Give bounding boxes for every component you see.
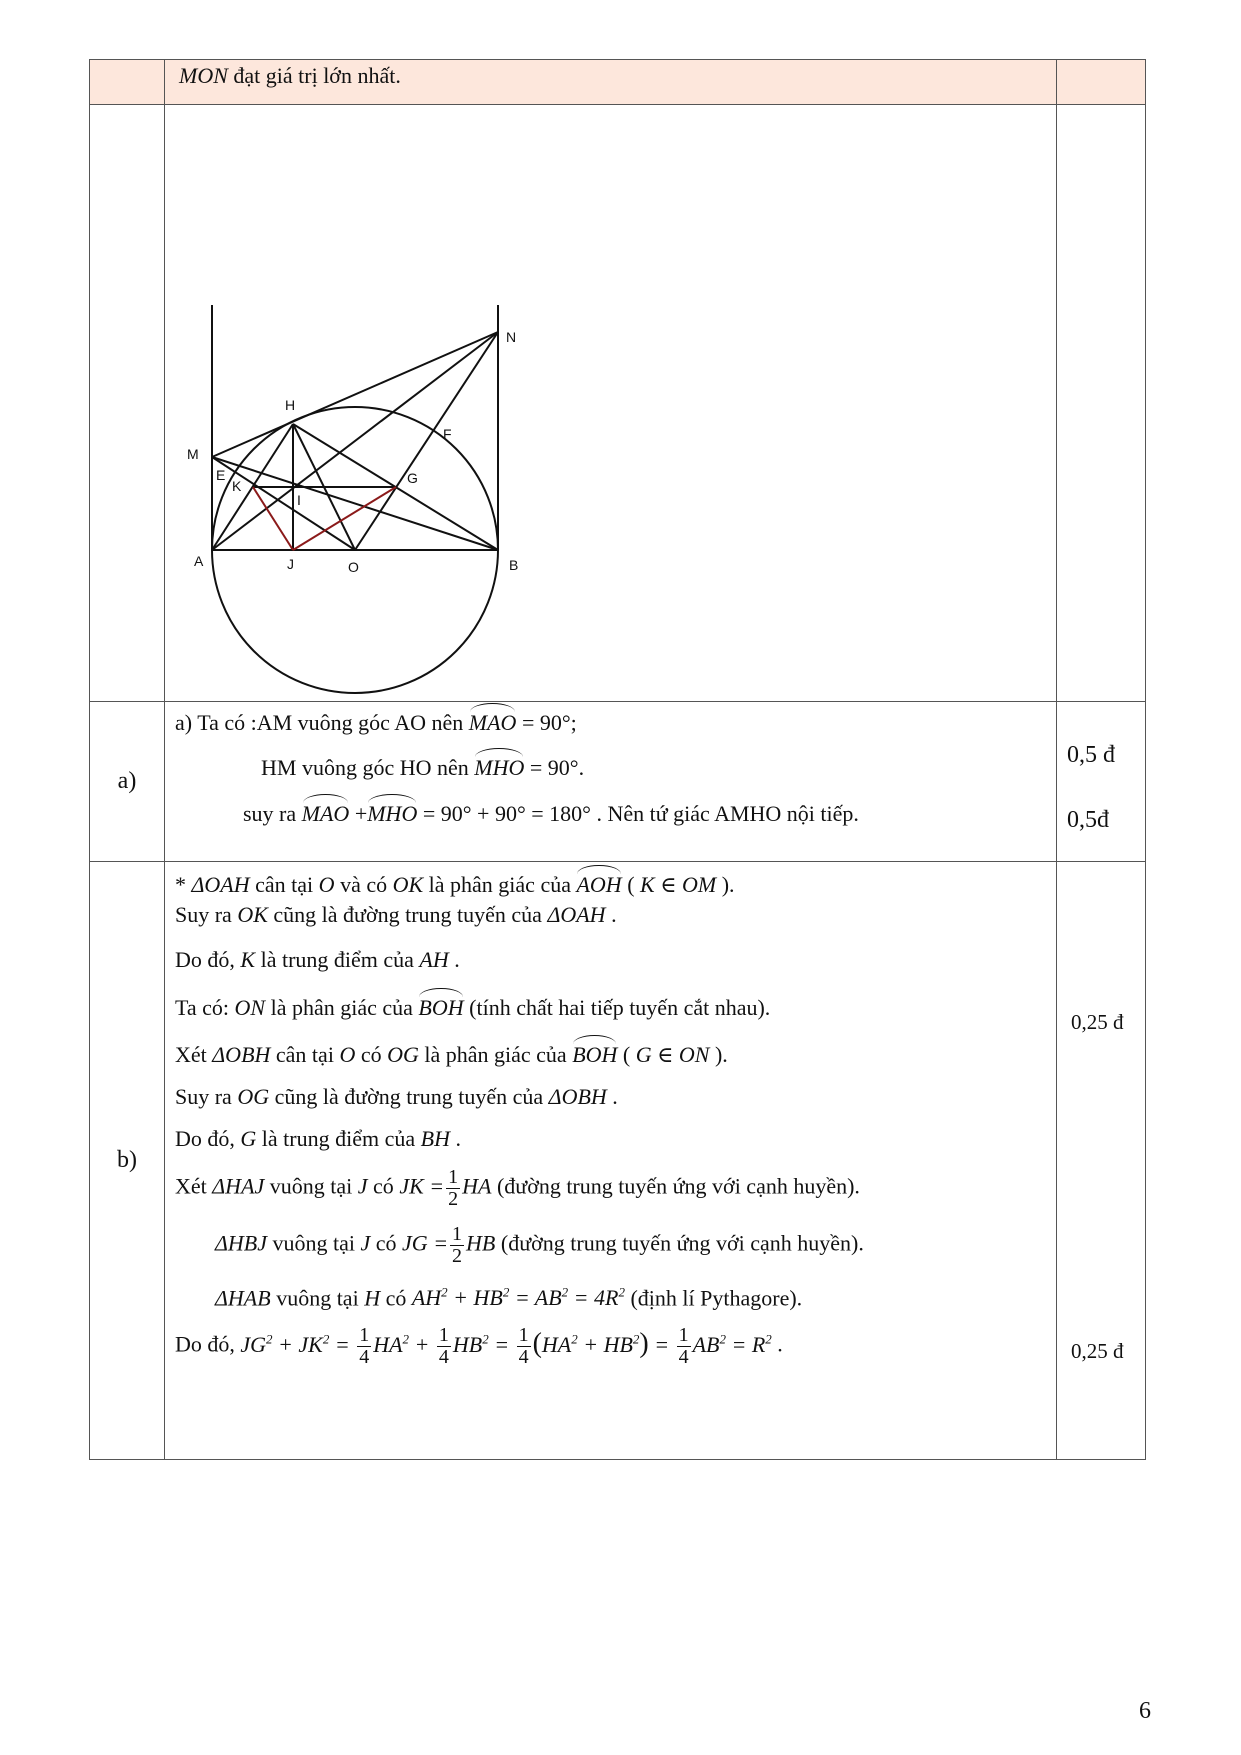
- header-mon: MON: [179, 63, 228, 88]
- label-h: H: [285, 397, 296, 413]
- part-b-line-11: Do đó, $JG^2 + JK^2$ = $\frac{1}{4}$ $HA^2$ + $\frac{1}{4}$ $HB^2$ = $\frac{1}{4}$ $(HA^2 + HB^2)$ = $\frac{1}{4}$ $AB^2 = R^2$ .: [175, 1324, 783, 1369]
- part-b-label-cell: [90, 862, 165, 1460]
- segment-an: [212, 332, 498, 550]
- part-a-label-cell: [90, 702, 165, 862]
- label-i: I: [297, 492, 301, 508]
- part-a-score-1: 0,5 đ: [1067, 742, 1115, 768]
- label-n: N: [506, 329, 517, 345]
- header-cell-left: [90, 60, 165, 105]
- angle-mho-2: MHO: [367, 797, 417, 827]
- segment-on: [355, 332, 498, 550]
- part-b-line-4: Ta có: ON là phân giác của BOH (tính chất hai tiếp tuyến cắt nhau).: [165, 973, 1056, 1021]
- pythagoras-formula: $AH^2 + HB^2 = AB^2 = 4R^2$: [411, 1284, 625, 1311]
- header-row: [90, 60, 1146, 105]
- part-a-line-2: HM vuông góc HO nên MHO = 90°.: [165, 736, 1056, 781]
- part-b-line-10: ΔHAB vuông tại H có $AH^2 + HB^2 = AB^2 = 4R^2$ (định lí Pythagore).: [215, 1284, 803, 1311]
- part-b-label: b): [117, 1147, 137, 1174]
- angle-boh: BOH: [418, 991, 463, 1021]
- part-b-line-8: Xét ΔHAJ vuông tại J có JK = $\frac{1}{2}$ HA (đường trung tuyến ứng với cạnh huyền).: [175, 1165, 860, 1210]
- figure-row: [90, 105, 1146, 702]
- label-k: K: [232, 478, 242, 494]
- figure-cell-right: [1057, 105, 1146, 702]
- angle-mho: MHO: [474, 751, 524, 781]
- angle-mao-2: MAO: [302, 797, 350, 827]
- label-o: O: [348, 559, 359, 575]
- segment-bm: [212, 457, 498, 550]
- part-b-row: [90, 862, 1146, 1460]
- header-cell-right: [1057, 60, 1146, 105]
- label-f: F: [443, 426, 452, 442]
- part-a-label: a): [117, 768, 137, 795]
- figure-area: [165, 105, 1056, 701]
- label-b: B: [509, 557, 519, 573]
- angle-aoh: AOH: [576, 868, 621, 898]
- solution-table: [89, 59, 1146, 1460]
- part-b-score-1: 0,25 đ: [1071, 1010, 1124, 1034]
- fraction-half-1: $\frac{1}{2}$: [448, 1165, 459, 1210]
- part-b-line-5: Xét ΔOBH cân tại O có OG là phân giác của BOH ( G ∈ ON ).: [165, 1022, 1056, 1068]
- label-e: E: [216, 467, 226, 483]
- part-a-row: [90, 702, 1146, 862]
- segment-jg: [293, 487, 396, 550]
- final-formula: $JG^2 + JK^2$ = $\frac{1}{4}$ $HA^2$ + $\frac{1}{4}$ $HB^2$ = $\frac{1}{4}$ $(HA^2 + HB^2)$ = $\frac{1}{4}$ $AB^2 = R^2$: [240, 1324, 772, 1369]
- part-b-score-2: 0,25 đ: [1071, 1339, 1124, 1363]
- label-a: A: [194, 553, 204, 569]
- part-a-line-1: a) Ta có :AM vuông góc AO nên MAO = 90°;: [165, 702, 1056, 736]
- label-g: G: [407, 470, 418, 486]
- part-b-line-3: Do đó, K là trung điểm của AH .: [175, 946, 460, 972]
- header-cell-main: [165, 60, 1057, 105]
- part-a-line-3: suy ra MAO +MHO = 90° + 90° = 180° . Nên tứ giác AMHO nội tiếp.: [165, 782, 1056, 827]
- part-b-line-7: Do đó, G là trung điểm của BH .: [175, 1126, 461, 1152]
- part-b-score-cell: [1057, 862, 1146, 1460]
- header-text: đạt giá trị lớn nhất.: [227, 63, 401, 88]
- part-b-line-9: ΔHBJ vuông tại J có JG = $\frac{1}{2}$ HB (đường trung tuyến ứng với cạnh huyền).: [215, 1222, 864, 1267]
- segment-mn: [212, 332, 498, 457]
- angle-boh-2: BOH: [572, 1038, 617, 1068]
- part-a-content: [165, 702, 1057, 862]
- part-a-score-2: 0,5đ: [1067, 807, 1109, 833]
- label-j: J: [287, 556, 294, 572]
- page-number: 6: [1139, 1698, 1151, 1724]
- part-b-line-1: * ΔOAH cân tại O và có OK là phân giác của AOH ( K ∈ OM ).: [165, 862, 1056, 898]
- part-b-line-6: Suy ra OG cũng là đường trung tuyến của ΔOBH .: [175, 1083, 618, 1109]
- part-b-line-2: Suy ra OK cũng là đường trung tuyến của ΔOAH .: [175, 902, 617, 928]
- fraction-half-2: $\frac{1}{2}$: [452, 1222, 463, 1267]
- angle-mao: MAO: [469, 706, 517, 736]
- part-b-content: [165, 862, 1057, 1460]
- figure-cell-left: [90, 105, 165, 702]
- label-m: M: [187, 446, 199, 462]
- figure-cell: [165, 105, 1057, 702]
- geometry-figure: [165, 105, 1051, 701]
- part-a-score-cell: [1057, 702, 1146, 862]
